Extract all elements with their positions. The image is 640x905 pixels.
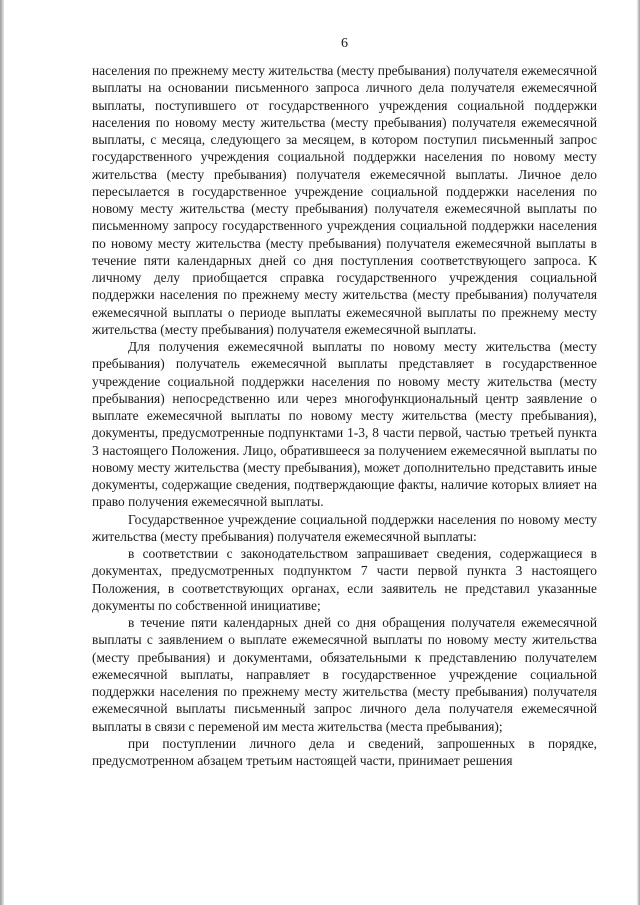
paragraph-continuation: населения по прежнему месту жительства (месту пребывания) получателя ежемесячной выплаты на основании письменного запроса личного дела получателя ежемесячной выплаты, поступившего от государственного учреждения социальной поддержки населения по новому месту жительства (месту пребывания) получателя ежемесячной выплаты, с месяца, следующего за месяцем, в котором поступил письменный запрос государственного учреждения социальной поддержки населения по новому месту жительства (месту пребывания) получателя ежемесячной выплаты. Личное дело пересылается в государственное учреждение социальной поддержки населения по новому месту жительства (месту пребывания) получателя ежемесячной выплаты по письменному запросу государственного учреждения социальной поддержки населения по новому месту жительства (месту пребывания) получателя ежемесячной выплаты в течение пяти календарных дней со дня поступления соответствующего запроса. К личному делу приобщается справка государственного учреждения социальной поддержки населения по прежнему месту жительства (месту пребывания) получателя ежемесячной выплаты о периоде выплаты ежемесячной выплаты по прежнему месту жительства (месту пребывания) получателя ежемесячной выплаты. — [92, 63, 597, 337]
paragraph-makes-decision: при поступлении личного дела и сведений, запрошенных в порядке, предусмотренном абзацем третьим настоящей части, принимает решения — [92, 735, 597, 768]
document-body — [92, 62, 597, 769]
paragraph-new-residence-application: Для получения ежемесячной выплаты по новому месту жительства (месту пребывания) получатель ежемесячной выплаты представляет в государственное учреждение социальной поддержки населения по новому месту жительства (месту пребывания) непосредственно или через многофункциональный центр заявление о выплате ежемесячной выплаты по новому месту жительства (месту пребывания), документы, предусмотренные подпунктами 1-3, 8 части первой, частью третьей пункта 3 настоящего Положения. Лицо, обратившееся за получением ежемесячной выплаты по новому месту жительства (месту пребывания), может дополнительно представить иные документы, содержащие сведения, подтверждающие факты, наличие которых влияет на право получения ежемесячной выплаты. — [92, 339, 597, 510]
document-page — [92, 0, 597, 905]
paragraph-sends-request: в течение пяти календарных дней со дня обращения получателя ежемесячной выплаты с заявлением о выплате ежемесячной выплаты по новому месту жительства (месту пребывания) и документами, обязательными к представлению получателем ежемесячной выплаты, направляет в государственное учреждение социальной поддержки населения по прежнему месту жительства (месту пребывания) получателя ежемесячной выплаты письменный запрос личного дела получателя ежемесячной выплаты в связи с переменой им места жительства (места пребывания); — [92, 615, 597, 734]
page-number: 6 — [341, 36, 348, 51]
paragraph-requests-information: в соответствии с законодательством запрашивает сведения, содержащиеся в документах, предусмотренных подпунктом 7 части первой пункта 3 настоящего Положения, в соответствующих органах, если заявитель не представил указанные документы по собственной инициативе; — [92, 546, 597, 613]
scan-edge-left — [0, 0, 4, 905]
paragraph-institution-duties: Государственное учреждение социальной поддержки населения по новому месту жительства (месту пребывания) получателя ежемесячной выплаты: — [92, 511, 597, 544]
